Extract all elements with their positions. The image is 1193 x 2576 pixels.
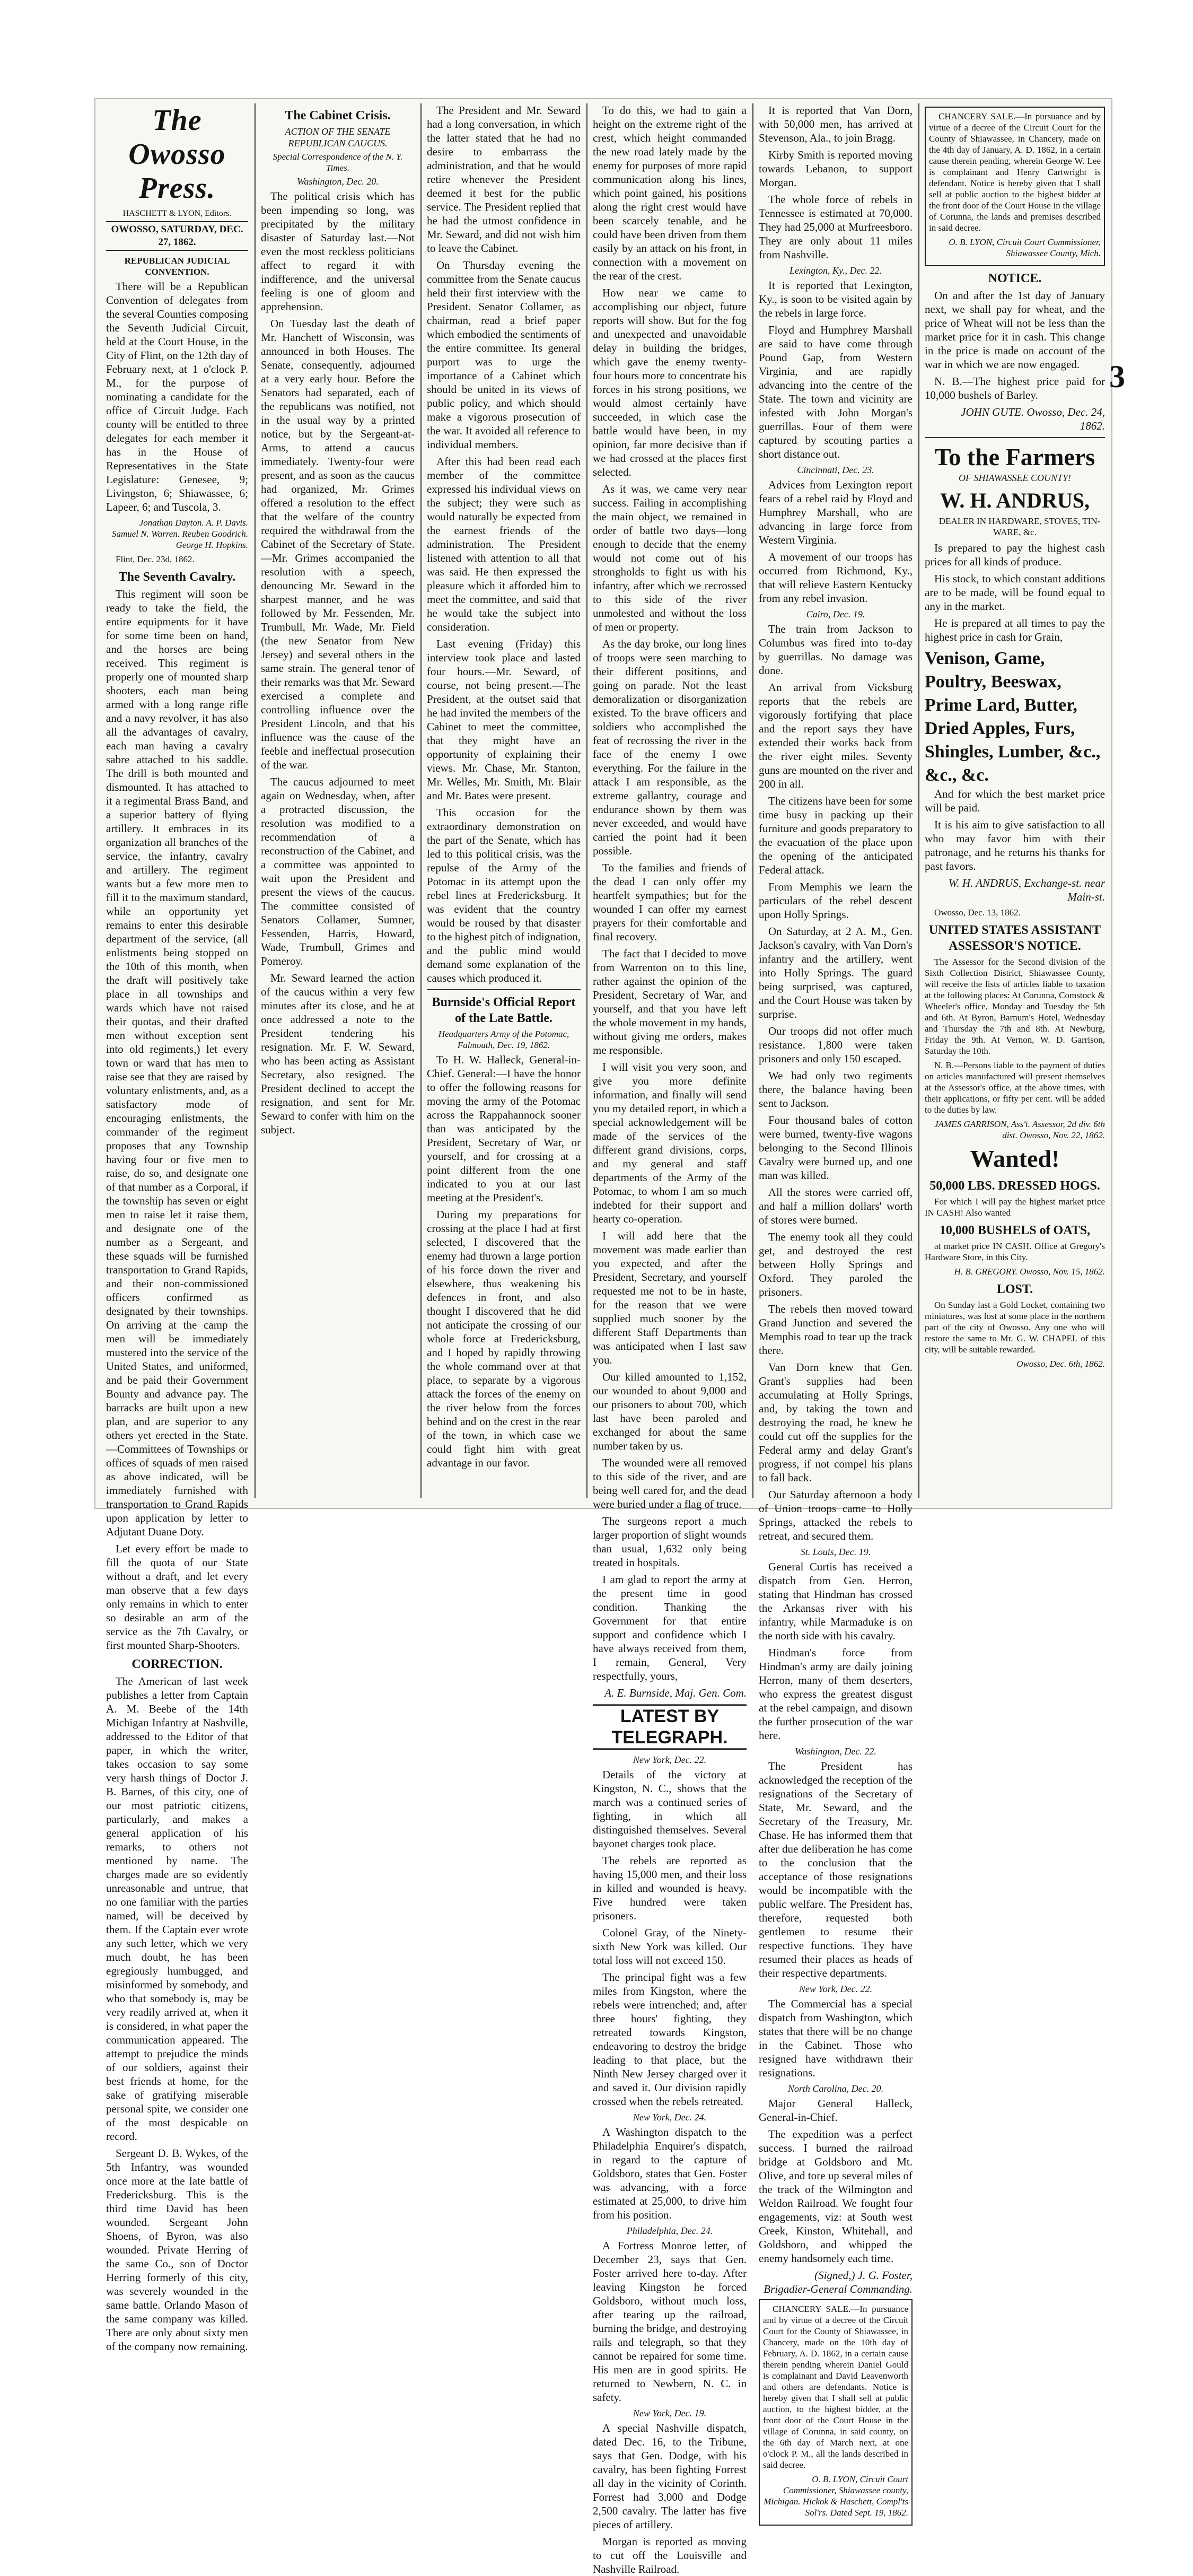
dateline: Owosso, Dec. 13, 1862. <box>934 907 1021 918</box>
ad-signature: W. H. ANDRUS, Exchange-st. near Main-st. <box>948 877 1105 903</box>
article-paragraph: The wounded were all removed to this side of the river, and are being well cared for, and the dead were buried under a flag of truce. <box>593 1456 747 1510</box>
article-headline: Burnside's Official Report of the Late Battle. <box>432 996 576 1025</box>
column-5 <box>759 103 913 2518</box>
dateline: Washington, Dec. 20. <box>297 176 379 187</box>
column-6 <box>925 103 1105 1498</box>
ad-text: His stock, to which constant additions are to be made, will be found equal to any in the market. <box>925 572 1105 613</box>
column-rule <box>586 103 587 1498</box>
ad-merchant-name: W. H. ANDRUS, <box>940 488 1090 512</box>
article-paragraph: A special Nashville dispatch, dated Dec. 16, to the Tribune, says that Gen. Dodge, with his cavalry, has been fighting Forrest all day in the vicinity of Corinth. Forrest had 3,000 and Dodge 2,500 cavalry. The latter has five pieces of artillery. <box>593 2422 747 2531</box>
ad-text: at market price IN CASH. Office at Gregory's Hardware Store, in this City. <box>925 1241 1105 1262</box>
article-paragraph: I will visit you very soon, and give you more definite information, and finally will send you my detailed report, in which a special acknowledgement will be made of the services of the different grand divisions, corps, and my general and staff departments of the Army of the Potomac, to whom I am so much indebted for their support and hearty co-operation. <box>593 1061 747 1225</box>
notice-signature: JOHN GUTE. Owosso, Dec. 24, 1862. <box>961 406 1105 432</box>
article-paragraph: An arrival from Vicksburg reports that the rebels are vigorously fortifying that place and the report says they have extended their works back from the river eight miles. Seventy guns are mounted on the river and 200 in all. <box>759 681 913 790</box>
article-paragraph: Sergeant D. B. Wykes, of the 5th Infantry, was wounded once more at the late battle of Fredericksburg. This is the third time David has been wounded. Sergeant John Shoens, of Byron, was also wounded. Private Herring of the same Co., son of Doctor Herring formerly of this city, was severely wounded in the same battle. Orlando Mason of the same company was killed. There are only about sixty men of the company now remaining. <box>106 2147 248 2353</box>
dateline: Philadelphia, Dec. 24. <box>626 2225 713 2236</box>
ad-subhead: 50,000 LBS. DRESSED HOGS. <box>929 1179 1100 1193</box>
dateline: Cincinnati, Dec. 23. <box>797 465 874 475</box>
ad-subhead: OF SHIAWASSEE COUNTY! <box>958 473 1072 483</box>
dateline: Lexington, Ky., Dec. 22. <box>790 265 882 276</box>
article-paragraph: On Thursday evening the committee from the Senate caucus held their first interview with the President. Senator Collamer, as chairman, read a brief paper which embodied the sentiments of the entire committee. Its general purport was to urge the importance of a Cabinet which should be united in its views of public policy, and which should make a vigorous prosecution of the war. It avoided all reference to individual members. <box>427 259 581 451</box>
imprint: HASCHETT & LYON, Editors. <box>122 209 232 218</box>
article-paragraph: It is reported that Van Dorn, with 50,000 men, has arrived at Stevenson, Ala., to join Bragg. <box>759 104 913 144</box>
article-paragraph: A Washington dispatch to the Philadelphia Enquirer's dispatch, in regard to the capture of Goldsboro, states that Gen. Foster was advancing, with a force estimated at 25,000, to drive him from his position. <box>593 2126 747 2221</box>
article-paragraph: To do this, we had to gain a height on the extreme right of the crest, which height commanded the new road lately made by the enemy for purposes of more rapid communication along his lines, which point gained, his positions along the right crest would have been scarcely tenable, and he could have been driven from them easily by an attack on his front, in connection with a movement on the rear of the crest. <box>593 104 747 282</box>
article-paragraph: Our troops did not offer much resistance. 1,800 were taken prisoners and only 150 escaped. <box>759 1025 913 1065</box>
article-paragraph: Kirby Smith is reported moving towards Lebanon, to support Morgan. <box>759 149 913 189</box>
article-paragraph: How near we came to accomplishing our object, future reports will show. But for the fog and unexpected and unavoidable delay in building the bridges, which gave the enemy twenty-four hours more to concentrate his forces in his strong positions, we would almost certainly have succeeded, in which case the battle would have been, in my opinion, far more decisive than if we had crossed at the places first selected. <box>593 286 747 478</box>
dateline: Washington, Dec. 22. <box>795 1746 876 1757</box>
article-paragraph: The rebels are reported as having 15,000 men, and their loss in killed and wounded is heavy. Five hundred were taken prisoners. <box>593 1854 747 1922</box>
article-paragraph: I will add here that the movement was made earlier than you expected, and after the President, Secretary, and yourself requested me not to be in haste, for the reason that we were supplied much sooner by the different Staff Departments than was anticipated when I last saw you. <box>593 1229 747 1366</box>
chancery-sale-ad <box>925 107 1105 266</box>
article-paragraph: Let every effort be made to fill the quota of our State without a draft, and let every man observe that a few days only remains in which to enter so desirable an arm of the service as the 7th Cavalry, or first mounted Sharp-Shooters. <box>106 1542 248 1652</box>
article-paragraph: I am glad to report the army at the present time in good condition. Thanking the Government for that entire support and confidence which I have always received from them, I remain, General, Very respectfully, yours, <box>593 1573 747 1682</box>
article-paragraph: Morgan is reported as moving to cut off the Louisville and Nashville Railroad. <box>593 2535 747 2575</box>
notice-text: On Sunday last a Gold Locket, containing two miniatures, was lost at some place in the northern part of the city of Owosso. Any one who will restore the same to Mr. G. W. CHAPEL of this city, will be suitable rewarded. <box>925 1300 1105 1355</box>
article-paragraph: Van Dorn knew that Gen. Grant's supplies had been accumulating at Holly Springs, and, by taking the town and destroying the road, he knew he could cut off the supplies for the Federal army and delay Grant's progress, if not compel his plans to fall back. <box>759 1361 913 1484</box>
article-paragraph: Our Saturday afternoon a body of Union troops came to Holly Springs, attacked the rebels to retreat, and secured them. <box>759 1488 913 1542</box>
article-paragraph: Four thousand bales of cotton were burned, twenty-five wagons belonging to the Second Illinois Cavalry were burned up, and one man was killed. <box>759 1114 913 1182</box>
article-paragraph: The expedition was a perfect success. I burned the railroad bridge at Goldsboro and Mt. Olive, and tore up several miles of the track of the Wilmington and Weldon Railroad. We fought four engagements, viz: at South west Creek, Kinston, Whitehall, and Goldsboro, and whipped the enemy handsomely each time. <box>759 2128 913 2265</box>
dateline: St. Louis, Dec. 19. <box>800 1547 871 1557</box>
notice-text: On and after the 1st day of January next, we shall pay for wheat, and the price of Wheat will not be less than the market price for it in cash. This change in the price is made on account of the war in which we are now engaged. <box>925 289 1105 371</box>
ad-signature: H. B. GREGORY. Owosso, Nov. 15, 1862. <box>954 1267 1105 1277</box>
article-paragraph: A movement of our troops has occurred from Richmond, Ky., that will relieve Eastern Kentucky from any rebel invasion. <box>759 551 913 605</box>
dateline: North Carolina, Dec. 20. <box>787 2083 884 2094</box>
article-paragraph: We had only two regiments there, the balance having been sent to Jackson. <box>759 1069 913 1110</box>
notice-text: N. B.—The highest price paid for 10,000 bushels of Barley. <box>925 375 1105 401</box>
masthead: The Owosso Press. <box>128 104 226 205</box>
article-paragraph: A Fortress Monroe letter, of December 23, says that Gen. Foster arrived here to-day. After leaving Kingston he forced Goldsboro, without much loss, after tearing up the railroad, burning the bridge, and destroying rails and telegraph, so that they cannot be repaired for some time. His men are in good spirits. He returned to Newbern, N. C. in safety. <box>593 2239 747 2404</box>
notice-signature: JAMES GARRISON, Ass't. Assessor, 2d div. 6th dist. Owosso, Nov. 22, 1862. <box>934 1119 1105 1140</box>
column-3 <box>427 103 581 1498</box>
article-paragraph: To H. W. Halleck, General-in-Chief. General:—I have the honor to offer the following reasons for moving the army of the Potomac across the Rappahannock sooner than was anticipated by the President, Secretary of War, or yourself, and for crossing at a point different from the one indicated to you at our last meeting at the President's. <box>427 1053 581 1204</box>
divider <box>427 989 581 990</box>
article-paragraph: On Saturday, at 2 A. M., Gen. Jackson's cavalry, with Van Dorn's infantry and the artillery, went into Holly Springs. The guard being surprised, was captured, and the Court House was taken by surprise. <box>759 925 913 1020</box>
page-number: 3 <box>1109 359 1125 394</box>
article-paragraph: To the families and friends of the dead I can only offer my heartfelt sympathies; but for the wounded I can offer my earnest prayers for their comfortable and final recovery. <box>593 861 747 943</box>
article-paragraph: This occasion for the extraordinary demonstration on the part of the Senate, which has led to this political crisis, was the repulse of the Army of the Potomac in its attempt upon the rebel lines at Fredericksburg. It was evident that the country would be roused by that disaster to the highest pitch of indignation, and the public mind would demand some explanation of the causes which produced it. <box>427 806 581 984</box>
chancery-sale-ad <box>759 2299 913 2526</box>
ad-headline: Wanted! <box>970 1145 1060 1172</box>
ad-text: For which I will pay the highest market price IN CASH! Also wanted <box>925 1197 1105 1218</box>
column-rule <box>420 103 422 1498</box>
article-paragraph: The citizens have been for some time busy in packing up their furniture and goods preparatory to the evacuation of the place upon the opening of the anticipated Federal attack. <box>759 794 913 876</box>
article-paragraph: The whole force of rebels in Tennessee is estimated at 70,000. They had 25,000 at Murfreesboro. They are only about 11 miles from Nashville. <box>759 193 913 261</box>
article-paragraph: The principal fight was a few miles from Kingston, where the rebels were intrenched; and, after three hours' fighting, they retreated towards Kingston, endeavoring to destroy the bridge leading to that place, but the Ninth New Jersey charged over it and saved it. Our division rapidly crossed when the rebels retreated. <box>593 1971 747 2108</box>
signature: Jonathan Dayton. A. P. Davis. Samuel N. Warren. Reuben Goodrich. George H. Hopkins. <box>111 518 248 550</box>
article-headline: The Seventh Cavalry. <box>118 570 236 584</box>
article-paragraph: The American of last week publishes a letter from Captain A. M. Beebe of the 14th Michigan Infantry at Nashville, addressed to the Editor of that paper, in which the writer, takes occasion to say some very harsh things of Doctor J. B. Barnes, of this city, one of our most patriotic citizens, particularly, and makes a general application of his remarks, to others not mentioned by name. The charges made are so evidently unreasonable and untrue, that no one familiar with the parties named, will be deceived by them. If the Captain ever wrote any such letter, which we very much doubt, he has been egregiously humbugged, and misinformed by somebody, and who that somebody is, may be very readily arrived at, when it is considered, in what paper the communication appeared. The attempt to prejudice the minds of our soldiers, against their best friends at home, for the sake of gratifying miserable personal spite, we consider one of the most despicable on record. <box>106 1675 248 2143</box>
notice-headline: UNITED STATES ASSISTANT ASSESSOR'S NOTICE. <box>928 923 1101 953</box>
dateline: New York, Dec. 19. <box>633 2408 707 2418</box>
issue-dateline: OWOSSO, SATURDAY, DEC. 27, 1862. <box>106 221 248 251</box>
ad-text: He is prepared at all times to pay the highest price in cash for Grain, <box>925 617 1105 643</box>
dateline: New York, Dec. 22. <box>799 1984 873 1994</box>
article-paragraph: All the stores were carried off, and half a million dollars' worth of stores were burned. <box>759 1186 913 1226</box>
article-headline: REPUBLICAN JUDICIAL CONVENTION. <box>124 256 230 277</box>
section-banner: LATEST BY TELEGRAPH. <box>593 1704 747 1750</box>
column-rule <box>752 103 753 1498</box>
article-headline: CORRECTION. <box>131 1657 223 1671</box>
ad-text: CHANCERY SALE.—In pursuance and by virtue of a decree of the Circuit Court for the County of Shiawassee, in Chancery, made on the 4th day of January, A. D. 1862, in a certain cause therein pending, wherein George W. Lee is complainant and Henry Cartwright is defendant. Notice is hereby given that I shall sell at public auction to the highest bidder at the front door of the Court House in the village of Corunna, the lands and premises described in said decree. <box>929 111 1101 233</box>
signature: A. E. Burnside, Maj. Gen. Com. <box>604 1687 747 1699</box>
ad-text: Is prepared to pay the highest cash prices for all kinds of produce. <box>925 542 1105 568</box>
notice-headline: NOTICE. <box>988 272 1042 285</box>
article-paragraph: Advices from Lexington report fears of a rebel raid by Floyd and Humphrey Marshall, who are advancing in large force from Western Virginia. <box>759 478 913 546</box>
article-paragraph: The Commercial has a special dispatch from Washington, which states that there will be no change in the Cabinet. Those who resigned have withdrawn their resignations. <box>759 1997 913 2079</box>
article-paragraph: General Curtis has received a dispatch from Gen. Herron, stating that Hindman has crossed the Arkansas river with his infantry, while Marmaduke is on the north side with his cavalry. <box>759 1560 913 1642</box>
ad-subhead: 10,000 BUSHELS of OATS, <box>939 1224 1091 1237</box>
article-paragraph: Mr. Seward learned the action of the caucus within a very few minutes after its close, and he at once addressed a note to the President tendering his resignation. Mr. F. W. Seward, who has been acting as Assistant Secretary, also resigned. The President declined to accept the resignation, and sent for Mr. Seward to confer with him on the subject. <box>261 972 415 1136</box>
ad-produce-list: Venison, Game, Poultry, Beeswax, Prime Lard, Butter, Dried Apples, Furs, Shingles, Lumber, &c., &c., &c. <box>925 649 1101 785</box>
article-paragraph: It is reported that Lexington, Ky., is soon to be visited again by the rebels in large force. <box>759 279 913 319</box>
article-paragraph: The rebels then moved toward Grand Junction and severed the Memphis road to tear up the track there. <box>759 1303 913 1357</box>
dateline: Flint, Dec. 23d, 1862. <box>116 554 195 564</box>
article-paragraph: There will be a Republican Convention of delegates from the several Counties composing the Seventh Judicial Circuit, held at the Court House, in the City of Flint, on the 12th day of February next, at 1 o'clock P. M., for the purpose of nominating a candidate for the office of Circuit Judge. Each county will be entitled to three delegates for each member it has in the House of Representatives in the State Legislature: Genesee, 9; Livingston, 6; Shiawassee, 6; Lapeer, 6; and Tuscola, 3. <box>106 280 248 513</box>
dateline: Headquarters Army of the Potomac, Falmouth, Dec. 19, 1862. <box>438 1029 569 1050</box>
article-subhead: ACTION OF THE SENATE REPUBLICAN CAUCUS. <box>285 126 391 149</box>
ad-text: CHANCERY SALE.—In pursuance and by virtue of a decree of the Circuit Court for the County of Shiawassee, in Chancery, made on the 10th day of February, A. D. 1862, in a certain cause therein pending wherein Daniel Gould is complainant and David Leavenworth and others are defendants. Notice is hereby given that I shall sell at public auction, to the highest bidder, at the front door of the Court House in the village of Corunna, in said county, on the 6th day of March next, at one o'clock P. M., all the lands described in said decree. <box>763 2304 908 2470</box>
column-rule <box>918 103 919 1498</box>
ad-text: And for which the best market price will be paid. <box>925 788 1105 814</box>
dateline: New York, Dec. 22. <box>633 1754 707 1765</box>
article-paragraph: Hindman's force from Hindman's army are daily joining Herron, many of them deserters, who express the greatest disgust at the rebel campaign, and disown the further prosecution of the war here. <box>759 1646 913 1742</box>
dateline: New York, Dec. 24. <box>633 2112 707 2123</box>
notice-text: The Assessor for the Second division of the Sixth Collection District, Shiawassee County, will receive the lists of articles liable to taxation at the following places: At Corunna, Comstock & Wheeler's office, Monday and Tuesday the 5th and 6th. At Byron, Barnum's Hotel, Wednesday and Thursday the 7th and 8th. At Newburg, Friday the 9th. At Vernon, W. D. Garrison, Saturday the 10th. <box>925 957 1105 1056</box>
column-2 <box>261 103 415 1498</box>
article-paragraph: The fact that I decided to move from Warrenton on to this line, rather against the opinion of the President, Secretary of War, and yourself, and that you have left the whole movement in my hands, without giving me orders, makes me responsible. <box>593 947 747 1056</box>
divider <box>925 437 1105 438</box>
notice-headline: LOST. <box>996 1282 1033 1296</box>
article-paragraph: As the day broke, our long lines of troops were seen marching to their different positions, and going on parade. Not the least demoralization or disorganization existed. To the brave officers and soldiers who accomplished the feat of recrossing the river in the face of the enemy I owe everything. For the failure in the attack I am responsible, as the extreme gallantry, courage and endurance shown by them was never exceeded, and would have carried the point had it been possible. <box>593 638 747 857</box>
article-paragraph: Last evening (Friday) this interview took place and lasted four hours.—Mr. Seward, of course, not being present.—The President, at the outset said that he had invited the members of the Cabinet to meet the committee, that they might have an opportunity of explaining their views. Mr. Chase, Mr. Stanton, Mr. Welles, Mr. Smith, Mr. Blair and Mr. Bates were present. <box>427 638 581 802</box>
article-paragraph: The train from Jackson to Columbus was fired into to-day by guerrillas. No damage was done. <box>759 623 913 677</box>
article-paragraph: As it was, we came very near success. Failing in accomplishing the main object, we remained in order of battle two days—long enough to decide that the enemy would not come out of his strongholds to fight us with his infantry, after which we recrossed to this side of the river unmolested and without the loss of men or property. <box>593 483 747 633</box>
article-paragraph: During my preparations for crossing at the place I had at first selected, I discovered that the enemy had thrown a large portion of his force down the river and elsewhere, thus weakening his defences in front, and also thought I discovered that he did not anticipate the crossing of our whole force at Fredericksburg, and I hoped by rapidly throwing the whole command over at that place, to separate by a vigorous attack the forces of the enemy on the river below from the forces behind and on the crest in the rear of the town, in which case we could fight him with great advantage in our favor. <box>427 1208 581 1469</box>
article-paragraph: After this had been read each member of the committee expressed his individual views on the subject; they were such as would naturally be expected from the earnest friends of the administration. The President listened with attention to all that was said. He then expressed the pleasure which it afforded him to meet the committee, and said that he would take the subject into consideration. <box>427 455 581 633</box>
article-paragraph: Colonel Gray, of the Ninety-sixth New York was killed. Our total loss will not exceed 150. <box>593 1926 747 1967</box>
article-paragraph: The President and Mr. Seward had a long conversation, in which the latter stated that he had no desire to embarrass the administration, and that he would retire whenever the President deemed it best for the public service. The President replied that he had the utmost confidence in Mr. Seward, and did not wish him to leave the Cabinet. <box>427 104 581 255</box>
column-1 <box>106 103 248 2353</box>
article-paragraph: The President has acknowledged the reception of the resignations of the Secretary of State, Mr. Seward, and the Secretary of the Treasury, Mr. Chase. He has informed them that after due deliberation he has come to the conclusion that the acceptance of those resignations would be incompatible with the public welfare. The President has, therefore, requested both gentlemen to resume their respective functions. They have resumed their places as heads of their respective departments. <box>759 1760 913 1979</box>
article-paragraph: Our killed amounted to 1,152, our wounded to about 9,000 and our prisoners to about 700, which last have been paroled and exchanged for about the same number taken by us. <box>593 1370 747 1452</box>
article-paragraph: From Memphis we learn the particulars of the rebel descent upon Holly Springs. <box>759 880 913 921</box>
article-paragraph: The political crisis which has been impending so long, was precipitated by the military disaster of Saturday last.—Not even the most reckless politicians affect to regard it with indifference, and the universal feeling is one of gloom and apprehension. <box>261 190 415 313</box>
article-paragraph: This regiment will soon be ready to take the field, the entire equipments for it have for some time been on hand, and the horses are being received. This regiment is properly one of mounted sharp shooters, each man being armed with a long range rifle and a navy revolver, it has also all the advantages of cavalry, each man having a cavalry sabre attached to his saddle. The drill is both mounted and dismounted. It has attached to it a regimental Brass Band, and a superior battery of flying artillery. It embraces in its organization all branches of the service, the infantry, cavalry and artillery. The regiment wants but a few more men to fill it to the maximum standard, while an opportunity yet remains to enter this desirable department of the service, (all enlistments being stopped on the 10th of this month, when the draft will positively take place in all townships and wards which have not raised their quotas, and their drafted men without exception sent into old regiments,) let every town or ward that has men to raise see that they are raised by voluntary enlistments, and, as a satisfactory mode of encouraging enlistments, the commander of the regiment proposes that any Township having four or five men to raise, do so, and designate one of that number as a Corporal, if the township has seven or eight men to raise let it raise them, and designate one of the number as a Sergeant, and these squads will be furnished transportation to Grand Rapids, and their non-commissioned officers confirmed as designated by their townships. On arriving at the camp the men will be immediately mustered into the service of the United States, and uniformed, and be paid their Government Bounty and advance pay. The barracks are built upon a new plan, and are superior to any others yet erected in the State.—Committees of Townships or offices of squads of men raised as above indicated, will be immediately furnished with transportation to Grand Rapids upon application by letter to Adjutant Duane Doty. <box>106 588 248 1538</box>
column-rule <box>255 103 256 1498</box>
article-paragraph: Floyd and Humphrey Marshall are said to have come through Pound Gap, from Western Virginia, and are rapidly advancing into the centre of the State. The town and vicinity are infested with John Morgan's guerrillas. Four of them were captured by scouting parties a short distance out. <box>759 324 913 460</box>
ad-text: It is his aim to give satisfaction to all who may favor him with their patronage, and he returns his thanks for past favors. <box>925 818 1105 872</box>
article-credit: Special Correspondence of the N. Y. Times. <box>273 152 403 173</box>
article-paragraph: The surgeons report a much larger proportion of slight wounds than usual, 1,632 only being treated in hospitals. <box>593 1515 747 1569</box>
article-headline: The Cabinet Crisis. <box>285 109 391 123</box>
dateline: Owosso, Dec. 6th, 1862. <box>1016 1359 1105 1369</box>
article-paragraph: Details of the victory at Kingston, N. C., shows that the march was a continued series of fighting, in which all distinguished themselves. Several bayonet charges took place. <box>593 1768 747 1850</box>
column-4 <box>593 103 747 2575</box>
signature: (Signed,) J. G. Foster, Brigadier-General Commanding. <box>764 2269 913 2295</box>
article-paragraph: The enemy took all they could get, and destroyed the rest between Holly Springs and Oxford. They paroled the prisoners. <box>759 1230 913 1298</box>
article-paragraph: Major General Halleck, General-in-Chief. <box>759 2097 913 2124</box>
article-paragraph: The caucus adjourned to meet again on Wednesday, when, after a protracted discussion, the resolution was modified to a recommendation of a reconstruction of the Cabinet, and a committee was appointed to wait upon the President and present the views of the caucus. The committee consisted of Senators Collamer, Sumner, Fessenden, Harris, Howard, Wade, Trumbull, Grimes and Pomeroy. <box>261 775 415 967</box>
dateline: Cairo, Dec. 19. <box>806 609 865 619</box>
ad-signature: O. B. LYON, Circuit Court Commissioner, Shiawassee County, Mich. <box>949 237 1101 258</box>
notice-text: N. B.—Persons liable to the payment of duties on articles manufactured will present themselves at the Assessor's office, at the above times, with their applications, or fifty per cent. will be added to the duties by law. <box>925 1060 1105 1115</box>
ad-headline: To the Farmers <box>934 443 1095 470</box>
ad-text: DEALER IN HARDWARE, STOVES, TIN-WARE, &c. <box>938 516 1101 537</box>
article-paragraph: On Tuesday last the death of Mr. Hanchett of Wisconsin, was announced in both Houses. The Senate, consequently, adjourned at a very early hour. Before the Senators had separated, each of the republicans was notified, not in the usual way by a printed notice, but by the Sergeant-at-Arms, to attend a caucus immediately. Twenty-four were present, and as soon as the caucus had organized, Mr. Grimes offered a resolution to the effect that the welfare of the country required the withdrawal from the Cabinet of the Secretary of State.—Mr. Grimes accompanied the resolution with a speech, denouncing Mr. Seward in the sharpest manner, and he was followed by Mr. Fessenden, Mr. Trumbull, Mr. Wade, Mr. Field (the new Senator from New Jersey) and several others in the same strain. The general tenor of their remarks was that Mr. Seward exercised a complete and controlling influence over the President Lincoln, and that his influence was the cause of the feeble and ineffectual prosecution of the war. <box>261 317 415 771</box>
ad-signature: O. B. LYON, Circuit Court Commissioner, Shiawassee county, Michigan. Hickok & Haschett, Compl'ts Sol'rs. Dated Sept. 19, 1862. <box>764 2474 908 2518</box>
